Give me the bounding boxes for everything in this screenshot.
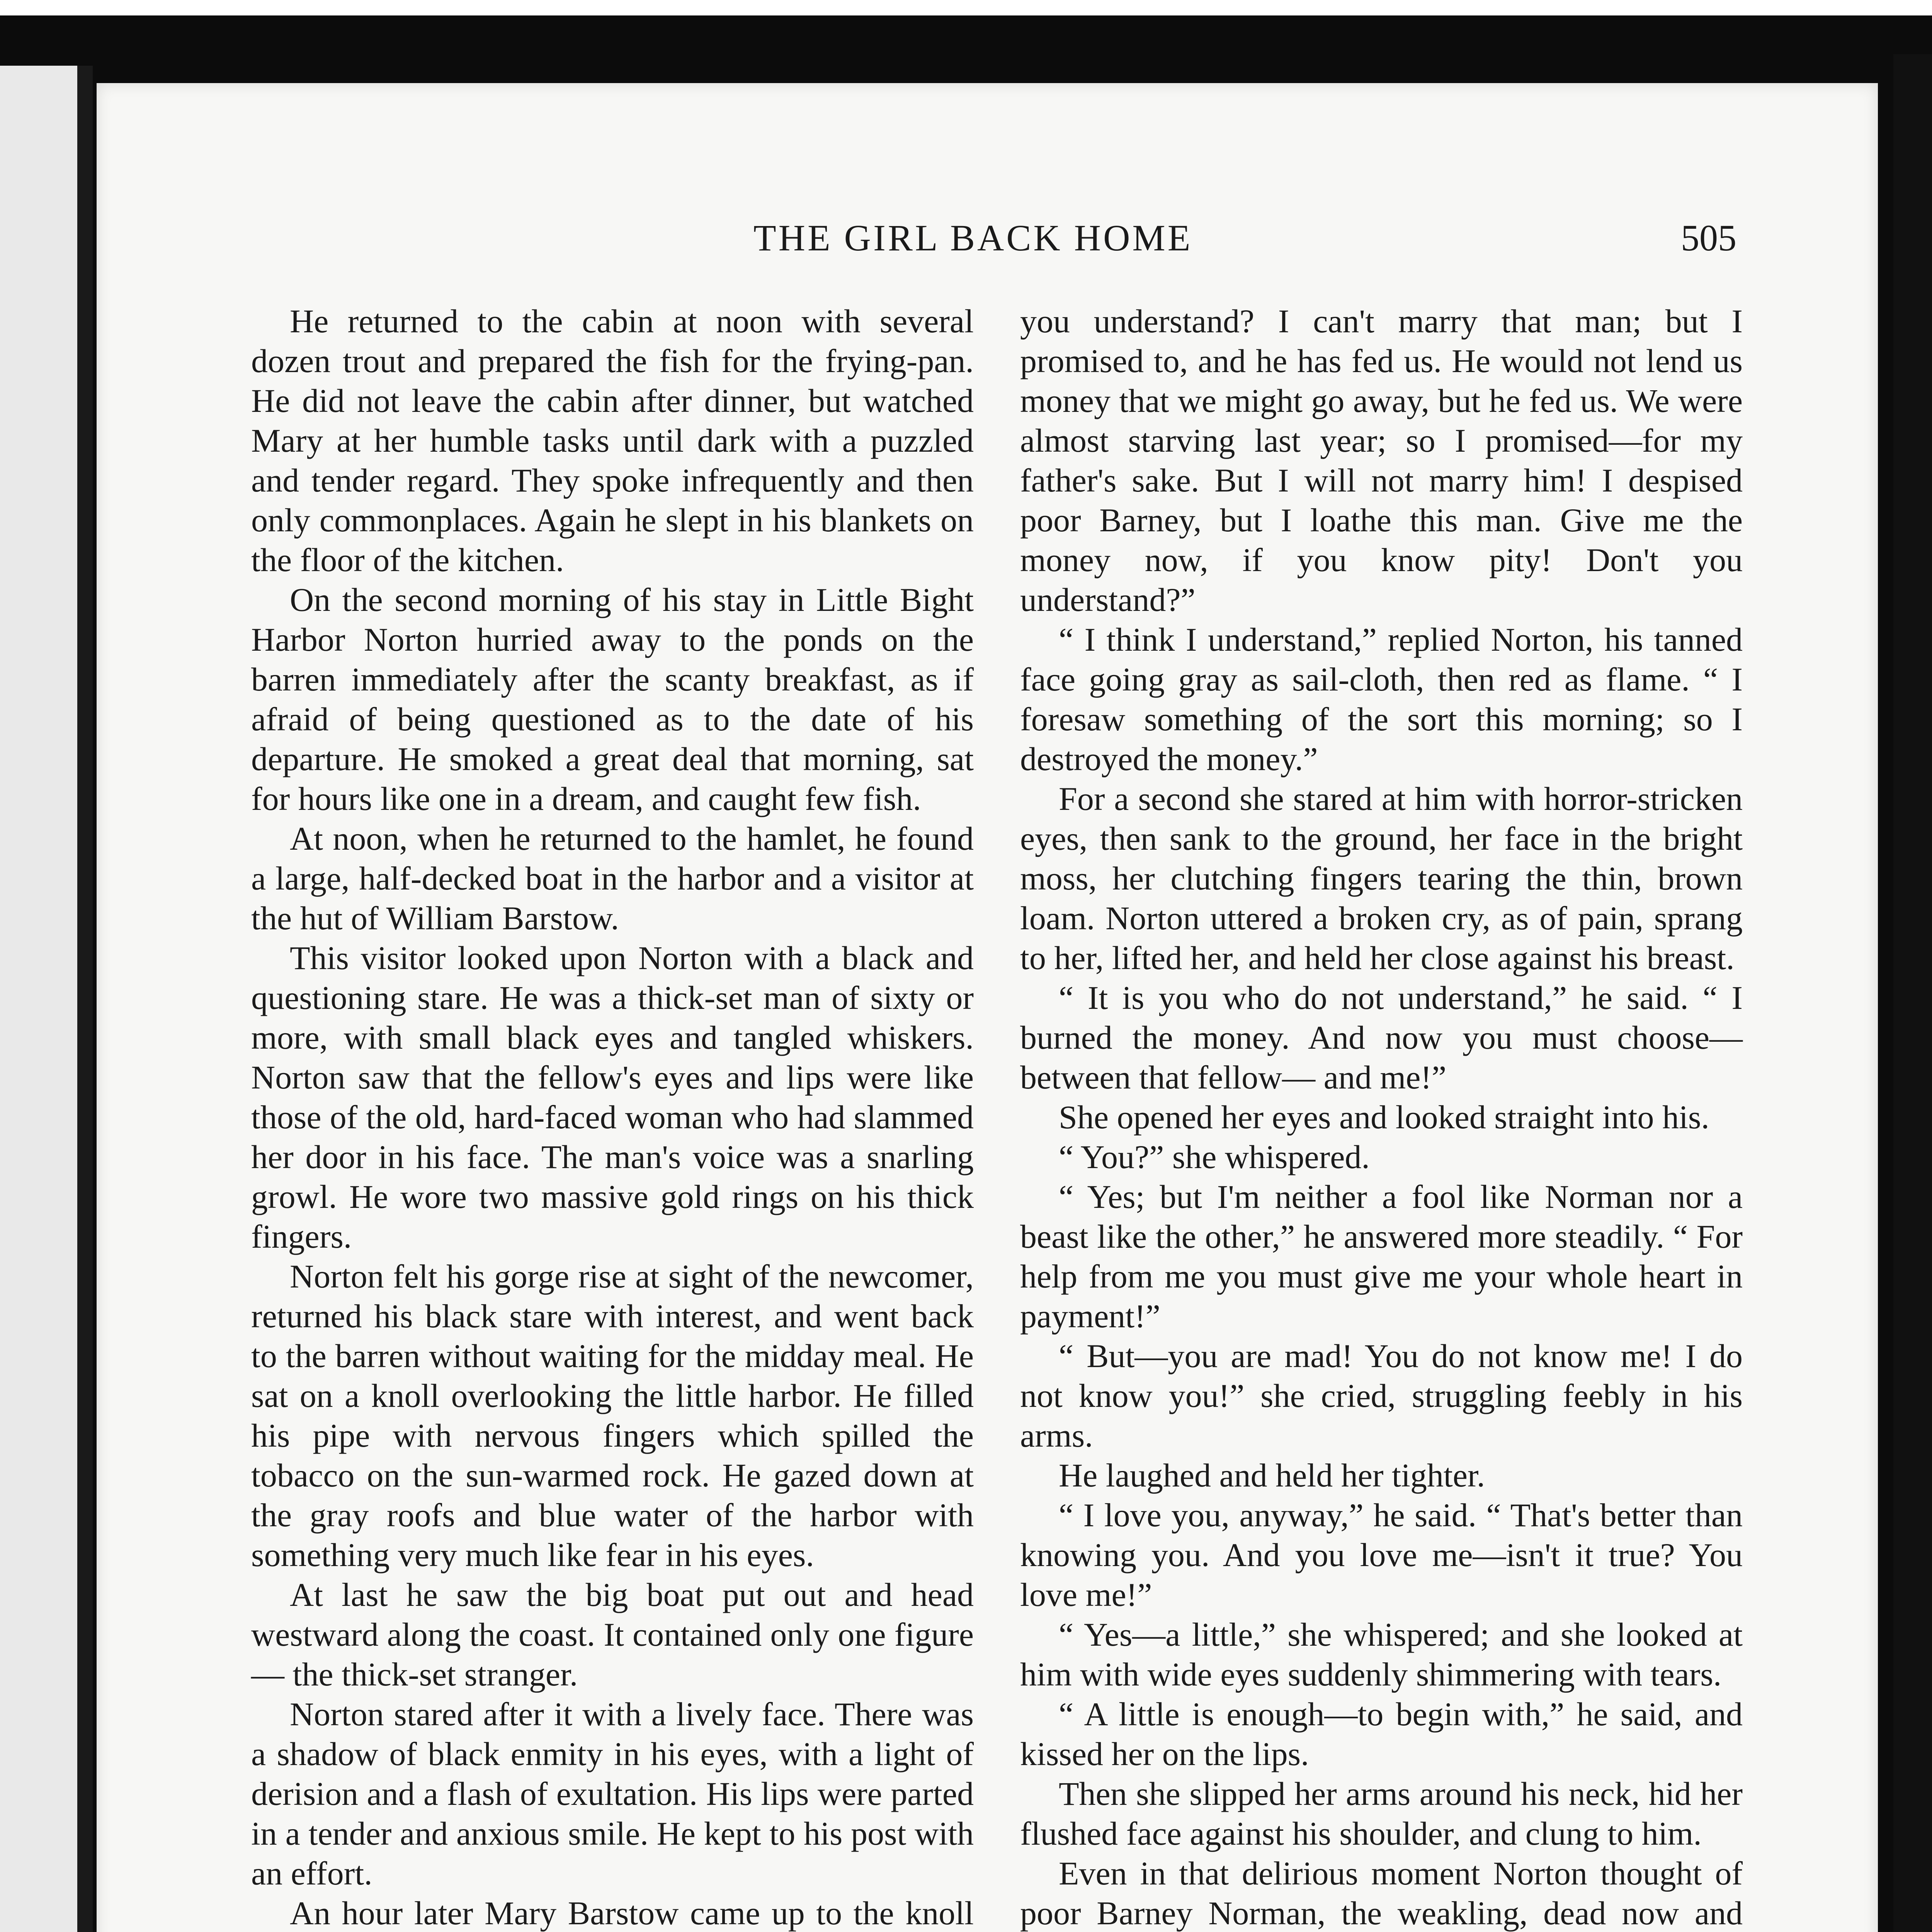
paragraph: He returned to the cabin at noon with several dozen trout and prepared the fish for the frying-pan. He did not leave the cabin after dinner, but watched Mary at her humble tasks until dark with a puzzled and tender regard. They spoke infrequently and then only commonplaces. Again he slept in his blankets on the floor of the kitchen. xyxy=(251,303,974,578)
paragraph: “ But—you are mad! You do not know me! I do not know you!” she cried, struggling feebly in his arms. xyxy=(1020,1337,1743,1454)
paragraph: “ You?” she whispered. xyxy=(1059,1138,1370,1175)
text-column-right xyxy=(1020,301,1743,1932)
facing-page-edge xyxy=(0,66,77,1932)
page-gutter xyxy=(77,66,93,1932)
paragraph: Norton stared after it with a lively face. There was a shadow of black enmity in his eyes, with a light of derision and a flash of exultation. His lips were parted in a tender and anxious smile. He kept to his post with an effort. xyxy=(251,1696,974,1892)
paragraph: “ Yes—a little,” she whispered; and she looked at him with wide eyes suddenly shimmering with tears. xyxy=(1020,1616,1743,1693)
top-paper-strip xyxy=(0,0,1932,15)
paragraph: Then she slipped her arms around his neck, hid her flushed face against his shoulder, and clung to him. xyxy=(1020,1775,1743,1852)
paragraph: On the second morning of his stay in Little Bight Harbor Norton hurried away to the ponds on the barren immediately after the scanty breakfast, as if afraid of being questioned as to the date of his departure. He smoked a great deal that morning, sat for hours like one in a dream, and caught few fish. xyxy=(251,581,974,817)
paragraph: For a second she stared at him with horror-stricken eyes, then sank to the ground, her face in the bright moss, her clutching fingers tearing the thin, brown loam. Norton uttered a broken cry, as of pain, sprang to her, lifted her, and held her close against his breast. xyxy=(1020,780,1743,976)
paragraph: This visitor looked upon Norton with a black and questioning stare. He was a thick-set man of sixty or more, with small black eyes and tangled whiskers. Norton saw that the fellow's eyes and lips were like those of the old, hard-faced woman who had slammed her door in his face. The man's voice was a snarling growl. He wore two massive gold rings on his thick fingers. xyxy=(251,939,974,1255)
text-column-left xyxy=(251,301,974,1932)
running-header xyxy=(97,216,1878,263)
paragraph: “ I love you, anyway,” he said. “ That's better than knowing you. And you love me—isn't it true? You love me!” xyxy=(1020,1497,1743,1613)
paragraph: Even in that delirious moment Norton thought of poor Barney Norman, the weakling, dead now and xyxy=(1020,1855,1743,1932)
paragraph: At last he saw the big boat put out and head westward along the coast. It contained only one figure — the thick-set stranger. xyxy=(251,1576,974,1693)
paragraph: An hour later Mary Barstow came up to the knoll xyxy=(290,1895,974,1932)
paragraph: “ Yes; but I'm neither a fool like Norman nor a beast like the other,” he answered more steadily. “ For help from me you must give me your whole heart in payment!” xyxy=(1020,1178,1743,1335)
paragraph: She opened her eyes and looked straight into his. xyxy=(1059,1099,1709,1136)
page-number: 505 xyxy=(1681,217,1736,259)
paragraph: “ It is you who do not understand,” he said. “ I burned the money. And now you must choose—between that fellow— and me!” xyxy=(1020,979,1743,1096)
right-scan-border xyxy=(1893,54,1932,1932)
paragraph-continued: you understand? I can't marry that man; but I promised to, and he has fed us. He would not lend us money that we might go away, but he fed us. We were almost starving last year; so I promised—for my father's sake. But I will not marry him! I despised poor Barney, but I loathe this man. Give me the money now, if you know pity! Don't you understand?” xyxy=(1020,303,1743,618)
paragraph: At noon, when he returned to the hamlet, he found a large, half-decked boat in the harbor and a visitor at the hut of William Barstow. xyxy=(251,820,974,937)
paragraph: He laughed and held her tighter. xyxy=(1059,1457,1485,1494)
paragraph: Norton felt his gorge rise at sight of the newcomer, returned his black stare with interest, and went back to the barren without waiting for the midday meal. He sat on a knoll overlooking the little harbor. He filled his pipe with nervous fingers which spilled the tobacco on the sun-warmed rock. He gazed down at the gray roofs and blue water of the harbor with something very much like fear in his eyes. xyxy=(251,1258,974,1573)
paragraph: “ I think I understand,” replied Norton, his tanned face going gray as sail-cloth, then red as flame. “ I foresaw something of the sort this morning; so I destroyed the money.” xyxy=(1020,621,1743,777)
running-title: THE GIRL BACK HOME xyxy=(753,217,1193,259)
paragraph: “ A little is enough—to begin with,” he said, and kissed her on the lips. xyxy=(1020,1696,1743,1772)
